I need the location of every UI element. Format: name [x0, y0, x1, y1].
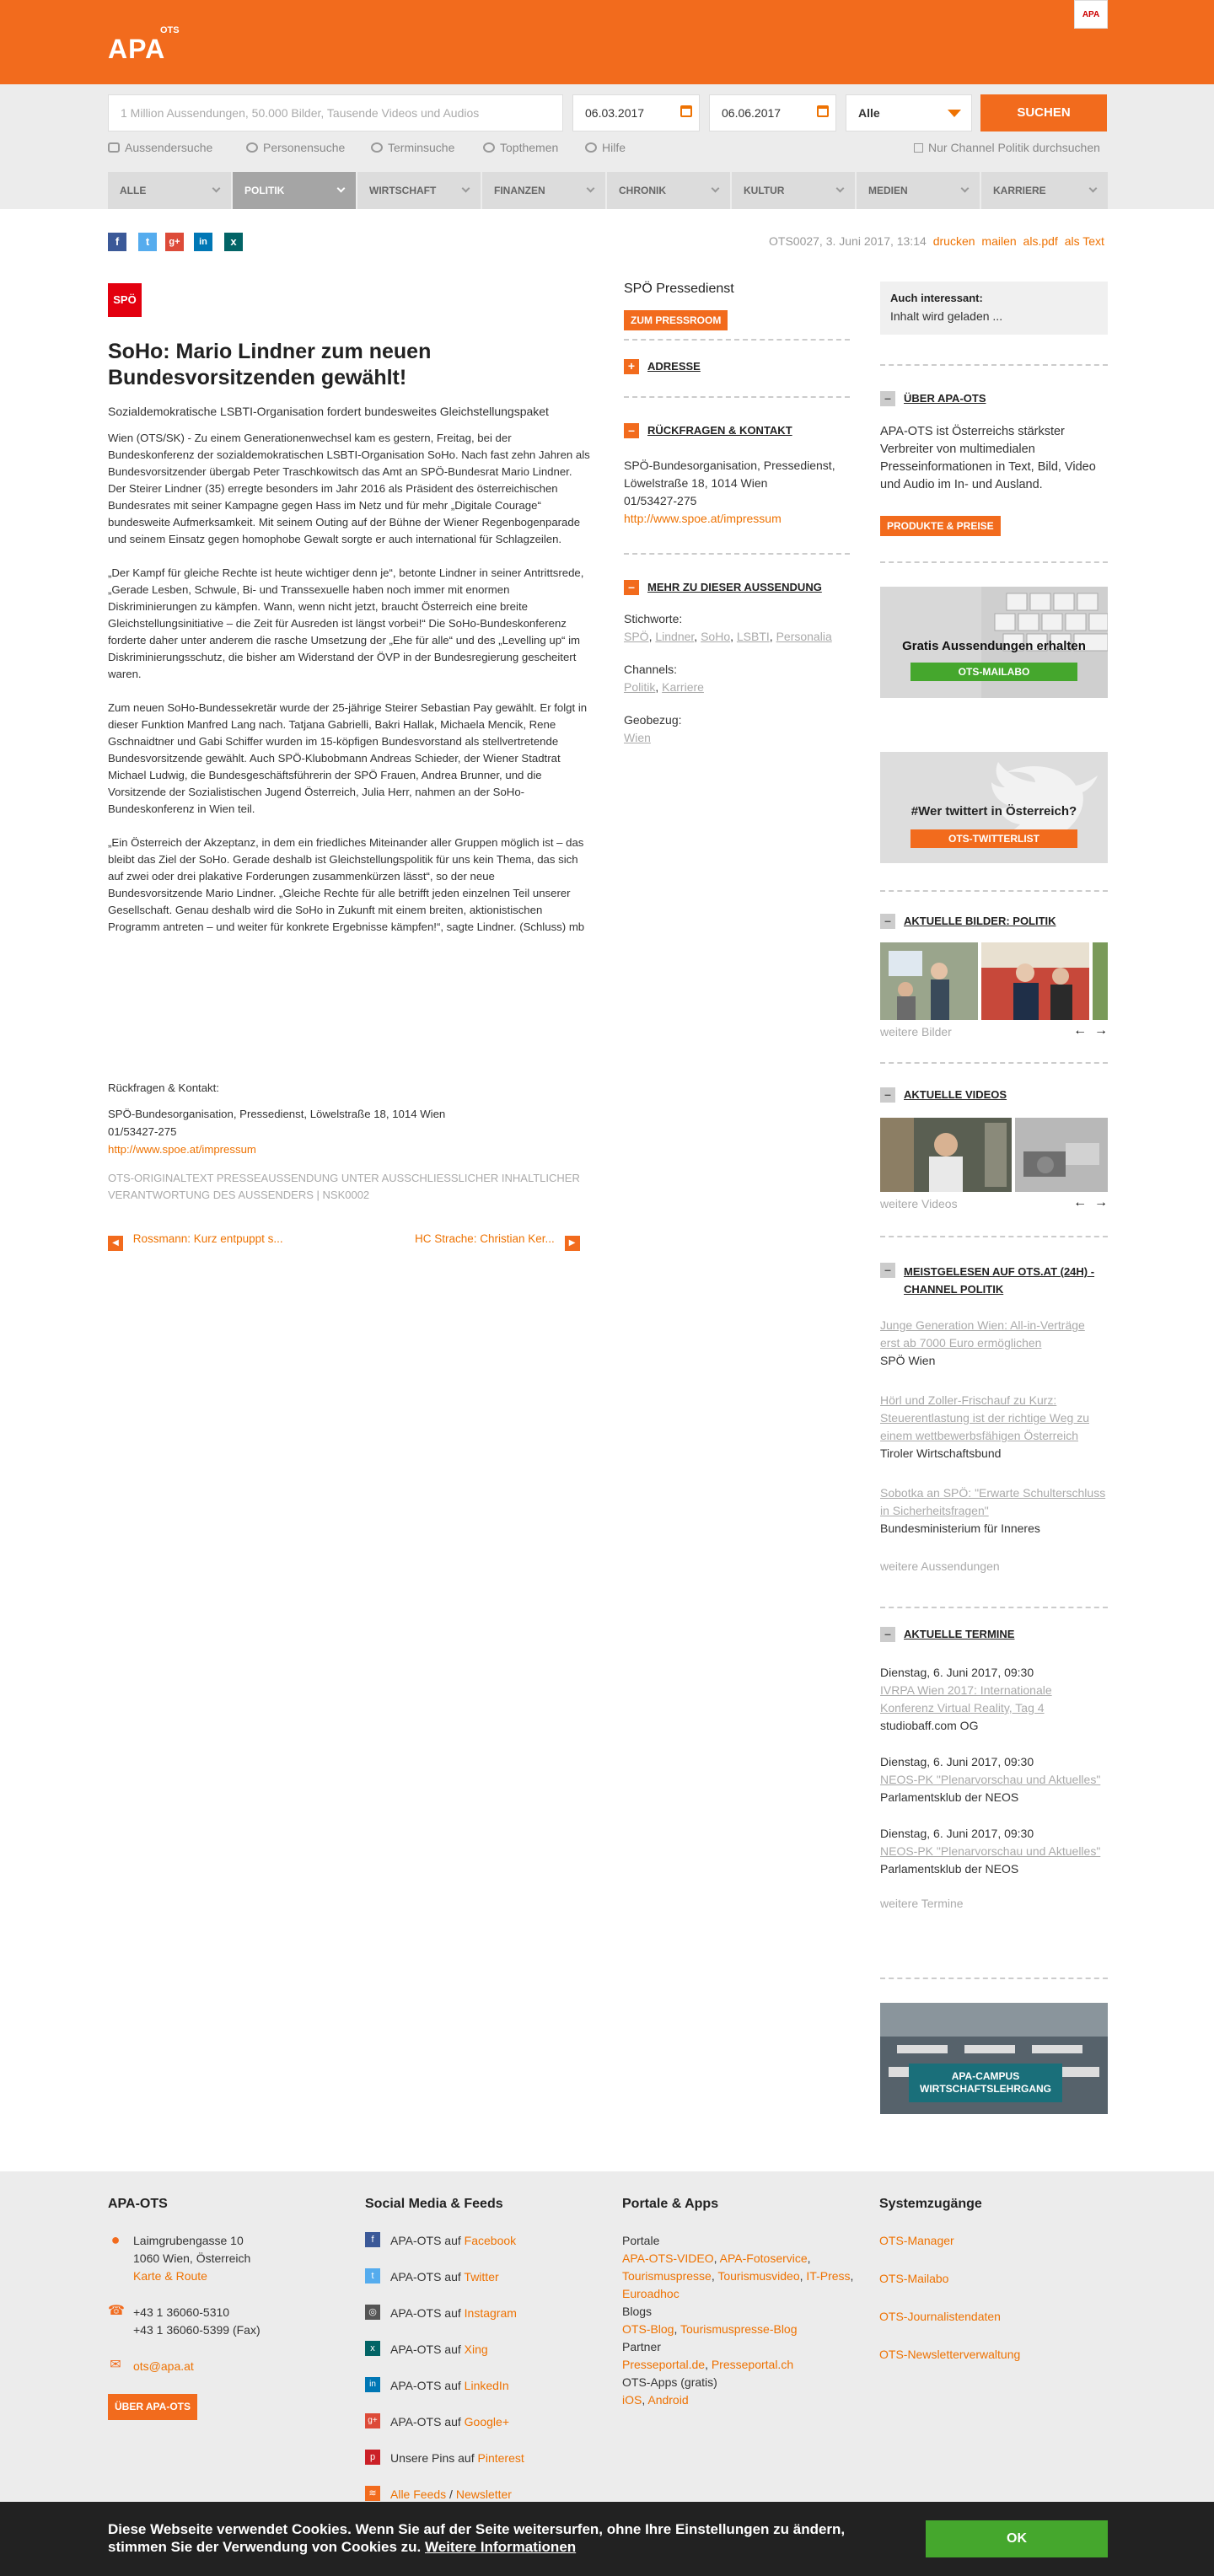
channel-only-checkbox[interactable]: Nur Channel Politik durchsuchen — [914, 141, 1100, 154]
quick-link-hilfe[interactable]: Hilfe — [585, 141, 626, 154]
videos-strip — [880, 1118, 1108, 1197]
linkedin-icon: in — [365, 2377, 380, 2392]
instagram-icon: ◎ — [365, 2305, 380, 2320]
events-list — [880, 1664, 1108, 1910]
chevron-down-icon — [961, 185, 970, 193]
videos-title: – AKTUELLE VIDEOS — [880, 1087, 1108, 1103]
geo-link[interactable]: Wien — [624, 731, 651, 744]
apa-mini-logo[interactable]: APA — [1074, 0, 1108, 29]
nav-tab-wirtschaft[interactable]: WIRTSCHAFT — [357, 172, 481, 209]
nav-tab-kultur[interactable]: KULTUR — [732, 172, 855, 209]
next-article-link[interactable]: HC Strache: Christian Ker... ▶ — [415, 1232, 580, 1251]
divider — [880, 1978, 1108, 1979]
address-toggle[interactable]: + ADRESSE — [624, 359, 850, 374]
list-item: Sobotka an SPÖ: "Erwarte Schulterschluss in Sicherheitsfragen" Bundesministerium für Inneres — [880, 1486, 1106, 1535]
twitter-promo[interactable]: #Wer twittert in Österreich? OTS-TWITTERLIST — [880, 752, 1108, 863]
chevron-down-icon — [462, 185, 470, 193]
images-strip — [880, 942, 1108, 1022]
person-icon — [246, 142, 258, 153]
info-icon — [585, 142, 597, 153]
divider — [880, 1607, 1108, 1608]
chevron-down-icon — [337, 185, 346, 193]
feeds-link[interactable]: ≋ Alle Feeds / Newsletter — [365, 2486, 601, 2504]
video-thumbnail[interactable] — [1015, 1118, 1108, 1195]
pdf-link[interactable]: als.pdf — [1023, 234, 1058, 248]
arrow-right-icon: ▶ — [565, 1236, 580, 1251]
phone-icon: ☎ — [108, 2304, 125, 2318]
twitter-icon[interactable]: t — [138, 233, 157, 251]
chevron-down-icon — [1089, 185, 1098, 193]
minus-icon[interactable]: – — [880, 1087, 895, 1103]
about-apa-ots-button[interactable]: ÜBER APA-OTS — [108, 2394, 197, 2420]
nav-tab-politik[interactable]: POLITIK — [233, 172, 356, 209]
map-link[interactable]: Karte & Route — [133, 2269, 207, 2283]
apa-ots-logo[interactable]: APA OTS — [108, 25, 180, 64]
system-link[interactable]: OTS-Journalistendaten — [879, 2310, 1001, 2323]
news-image[interactable] — [1093, 942, 1108, 1020]
nav-tab-medien[interactable]: MEDIEN — [857, 172, 980, 209]
chevron-down-icon — [712, 185, 720, 193]
system-link[interactable]: OTS-Newsletterverwaltung — [879, 2348, 1021, 2361]
social-link[interactable]: p Unsere Pins auf Pinterest — [365, 2450, 601, 2467]
plus-icon: + — [624, 359, 639, 374]
keyword-link[interactable]: Lindner — [655, 630, 695, 643]
article-title: SoHo: Mario Lindner zum neuen Bundesvorsitzenden gewählt! — [108, 340, 432, 389]
events-title: – AKTUELLE TERMINE — [880, 1627, 1108, 1642]
about-text: APA-OTS ist Österreichs stärkster Verbreiter von multimedialen Presseinformationen in Text, Bild, Video und Audio im In- und Ausland. — [880, 425, 1096, 491]
sender-name: SPÖ Pressedienst — [624, 282, 734, 296]
list-item: Hörl und Zoller-Frischauf zu Kurz: Steuerentlastung ist der richtige Weg zu einem wettbewerbsfähigen Österreich Tiroler Wirtschaftsbund — [880, 1393, 1089, 1460]
quick-link-terminsuche[interactable]: Terminsuche — [371, 141, 454, 154]
quick-link-personensuche[interactable]: Personensuche — [246, 141, 345, 154]
carousel-arrows[interactable]: ← → — [1073, 1023, 1108, 1038]
mailabo-button[interactable]: OTS-MAILABO — [910, 663, 1077, 681]
googleplus-icon[interactable]: g+ — [165, 233, 184, 251]
more-toggle[interactable]: – MEHR ZU DIESER AUSSENDUNG — [624, 580, 850, 595]
chevron-down-icon — [587, 185, 595, 193]
article-meta: OTS0027, 3. Juni 2017, 13:14 drucken mailen als.pdf als Text — [769, 234, 1104, 248]
chevron-down-icon — [948, 110, 961, 117]
truck-icon — [108, 142, 120, 153]
impressum-link[interactable]: http://www.spoe.at/impressum — [108, 1143, 256, 1156]
facebook-icon: f — [365, 2232, 380, 2247]
article-paragraph: Wien (OTS/SK) - Zu einem Generationenwechsel kam es gestern, Freitag, bei der Bundeskonferenz der sozialdemokratischen LSBTI-Organisation SoHo. Nach fast zehn Jahren als Bundesvorsitzender übergab Peter Traschkowitsch das Amt an SPÖ-Bundesrat Mario Lindner. Der Steirer Lindner (35) erregte besonders im Jahr 2016 als Präsident des österreichischen Bundesrates mit seiner Kampagne gegen Hass im Netz und für mehr „Digitale Courage“ bundesweite Aufmerksamkeit. Mit seinem Outing auf der Bühne der Wiener Regenbogenparade und seinem Einsatz gegen homophobe Gewalt sorgte er auch international für Schlagzeilen. — [108, 432, 590, 545]
cookie-ok-button[interactable]: OK — [926, 2520, 1108, 2557]
xing-icon[interactable]: x — [224, 233, 243, 251]
news-image[interactable] — [981, 942, 1089, 1020]
videos-footer — [880, 1197, 1108, 1210]
print-link[interactable]: drucken — [932, 234, 975, 248]
search-button[interactable]: SUCHEN — [980, 94, 1107, 131]
nav-tab-chronik[interactable]: CHRONIK — [607, 172, 730, 209]
minus-icon[interactable]: – — [880, 914, 895, 929]
minus-icon[interactable]: – — [880, 1263, 895, 1278]
popular-list — [880, 1317, 1108, 1573]
article-paragraph: Zum neuen SoHo-Bundessekretär wurde der 25-jährige Steirer Sebastian Pay gewählt. Er folgt in dieser Funktion Manfred Lang nach. Tatjana Gabrielli, Bakri Hallak, Michaela Mencik, Rene Gschnaidtner und Gabi Schiffer wurden im 15-köpfigen Bundesvorstand als stellvertretende Bundesvorsitzende gewählt. Auch SPÖ-Klubobmann Andreas Schieder, der Wiener Stadtrat Michael Ludwig, die Bundesgeschäftsführerin der SPÖ Frauen, Andrea Brunner, und die Vorsitzende der Sozialistischen Jugend Österreich, Julia Herr, nahmen an der SoHo-Bundeskonferenz in Wien teil. — [108, 701, 588, 815]
images-title: – AKTUELLE BILDER: POLITIK — [880, 914, 1108, 929]
divider — [880, 561, 1108, 563]
minus-icon: – — [624, 423, 639, 438]
search-bar — [0, 84, 1214, 209]
contact-toggle[interactable]: – RÜCKFRAGEN & KONTAKT — [624, 423, 850, 438]
pressroom-button[interactable]: ZUM PRESSROOM — [624, 310, 728, 330]
chevron-down-icon — [836, 185, 845, 193]
video-thumbnail[interactable] — [880, 1118, 1012, 1195]
more-events-link[interactable]: weitere Termine — [880, 1897, 964, 1910]
spo-logo: SPÖ — [108, 283, 142, 317]
divider — [880, 890, 1108, 892]
keyword-link[interactable]: LSBTI — [736, 630, 770, 643]
list-item: Dienstag, 6. Juni 2017, 09:30 NEOS-PK "Plenarvorschau und Aktuelles" Parlamentsklub der NEOS — [880, 1755, 1101, 1804]
location-icon: ● — [110, 2231, 121, 2248]
footer-col-systems: Systemzugänge OTS-Manager OTS-Mailabo OTS-Journalistendaten OTS-Newsletterverwaltung — [879, 2197, 1021, 2361]
pinterest-icon: p — [365, 2450, 380, 2465]
list-item: Dienstag, 6. Juni 2017, 09:30 NEOS-PK "Plenarvorschau und Aktuelles" Parlamentsklub der NEOS — [880, 1827, 1101, 1876]
images-footer — [880, 1025, 1108, 1038]
keyword-link[interactable]: SoHo — [701, 630, 731, 643]
social-link[interactable]: f APA-OTS auf Facebook — [365, 2232, 601, 2250]
article-contact: Rückfragen & Kontakt: SPÖ-Bundesorganisation, Pressedienst, Löwelstraße 18, 1014 Wien 01/53427-275 http://www.spoe.at/impressum OTS-ORIGINALTEXT PRESSEAUSSENDUNG UNTER AUSSCHLIESSLICHER INHALTLICHER VERANTWORTUNG DES AUSSENDERS | NSK0002 — [108, 1079, 590, 1204]
arrow-left-icon: ◀ — [108, 1236, 123, 1251]
popular-title: – MEISTGELESEN AUF OTS.AT (24H) - CHANNEL POLITIK — [880, 1263, 1108, 1298]
email-link[interactable]: ots@apa.at — [133, 2359, 194, 2373]
footer-col-apa: APA-OTS ● Laimgrubengasse 10 1060 Wien, Österreich Karte & Route ☎ +43 1 36060-5310 +43 1 36060-5399 (Fax) ✉ ots@apa.at ÜBER APA-OTS — [108, 2197, 344, 2420]
list-item: Junge Generation Wien: All-in-Verträge erst ab 7000 Euro ermöglichen SPÖ Wien — [880, 1318, 1085, 1367]
minus-icon[interactable]: – — [880, 1627, 895, 1642]
quick-link-aussendersuche[interactable]: Aussendersuche — [108, 141, 212, 154]
calendar-icon[interactable] — [817, 105, 829, 117]
produkte-preise-button[interactable]: PRODUKTE & PREISE — [880, 516, 1001, 536]
calendar-icon[interactable] — [680, 105, 692, 117]
twitterlist-button[interactable]: OTS-TWITTERLIST — [910, 829, 1077, 848]
compass-icon — [483, 142, 495, 153]
divider — [880, 1062, 1108, 1064]
text-link[interactable]: als Text — [1064, 234, 1104, 248]
article-body — [108, 430, 590, 953]
about-title: – ÜBER APA-OTS — [880, 391, 1108, 406]
minus-icon: – — [624, 580, 639, 595]
article-paragraph: „Ein Österreich der Akzeptanz, in dem ein friedliches Miteinander aller Gruppen möglich ist – das bleibt das Ziel der SoHo. Gerade deshalb ist Gleichstellungspolitik für uns kein Thema, das sich auf zwei oder drei plakative Forderungen zusammenkürzen lässt“, so der neue Bundesvorsitzende Mario Lindner. „Gleiche Rechte für alle betrifft jeden einzelnen Teil unserer Gesellschaft. Genau deshalb wird die SoHo in Zukunft mit einem breiten, aktionistischen Programm antreten – und weiter für konkrete Ergebnisse kämpfen!“, sagte Lindner. (Schluss) mb — [108, 836, 585, 933]
cookie-banner: Diese Webseite verwendet Cookies. Wenn Sie auf der Seite weitersurfen, ohne Ihre Einstellungen zu ändern, stimmen Sie der Verwendung von Cookies zu. Weitere Informationen OK — [0, 2502, 1214, 2576]
news-image[interactable] — [880, 942, 978, 1020]
keyword-link[interactable]: SPÖ — [624, 630, 649, 643]
article-lead: Sozialdemokratische LSBTI-Organisation fordert bundesweites Gleichstellungspaket — [108, 405, 549, 418]
prev-article-link[interactable]: ◀ Rossmann: Kurz entpuppt s... — [108, 1232, 283, 1251]
date-from-field[interactable]: 06.03.2017 — [572, 94, 700, 131]
cookie-info-link[interactable]: Weitere Informationen — [425, 2539, 577, 2555]
more-images-link[interactable]: weitere Bilder — [880, 1025, 952, 1038]
xing-icon: x — [365, 2341, 380, 2356]
divider — [624, 339, 850, 341]
interest-box: Auch interessant: Inhalt wird geladen ... — [880, 282, 1108, 335]
impressum-link[interactable]: http://www.spoe.at/impressum — [624, 512, 782, 525]
social-link[interactable]: ◎ APA-OTS auf Instagram — [365, 2305, 601, 2322]
facebook-icon[interactable]: f — [108, 233, 126, 251]
about-btn-wrap — [880, 516, 1108, 536]
more-details: Stichworte: SPÖ, Lindner, SoHo, LSBTI, Personalia Channels: Politik, Karriere Geobezug: Wien — [624, 612, 832, 744]
more-videos-link[interactable]: weitere Videos — [880, 1197, 958, 1210]
social-link[interactable]: t APA-OTS auf Twitter — [365, 2268, 601, 2286]
mail-link[interactable]: mailen — [981, 234, 1017, 248]
chevron-down-icon — [212, 185, 221, 193]
social-link[interactable]: g+ APA-OTS auf Google+ — [365, 2413, 601, 2431]
divider — [880, 1236, 1108, 1237]
channel-link[interactable]: Politik — [624, 680, 656, 694]
channel-link[interactable]: Karriere — [662, 680, 704, 694]
date-to-field[interactable]: 06.06.2017 — [709, 94, 836, 131]
list-item: Dienstag, 6. Juni 2017, 09:30 IVRPA Wien 2017: Internationale Konferenz Virtual Reality, Tag 4 studiobaff.com OG — [880, 1666, 1052, 1732]
footer-col-social: Social Media & Feeds f APA-OTS auf Facebook t APA-OTS auf Twitter ◎ APA-OTS auf Instagram x APA-OTS auf Xing in APA-OTS auf LinkedIn g+ APA-OTS auf Google+ p Unsere Pins auf Pinterest ≋ Alle Feeds / Newsletter — [365, 2197, 601, 2522]
filter-select[interactable]: Alle — [846, 94, 972, 131]
social-link[interactable]: x APA-OTS auf Xing — [365, 2341, 601, 2359]
site-header — [0, 0, 1214, 84]
googleplus-icon: g+ — [365, 2413, 380, 2428]
divider — [624, 396, 850, 398]
divider — [880, 364, 1108, 366]
campus-label: APA-CAMPUS WIRTSCHAFTSLEHRGANG — [909, 2063, 1062, 2102]
search-input[interactable]: 1 Million Aussendungen, 50.000 Bilder, Tausende Videos und Audios — [108, 94, 563, 131]
disclaimer: OTS-ORIGINALTEXT PRESSEAUSSENDUNG UNTER AUSSCHLIESSLICHER INHALTLICHER VERANTWORTUNG DES AUSSENDERS | NSK0002 — [108, 1172, 580, 1201]
campus-promo[interactable] — [880, 2003, 1108, 2114]
mailabo-promo[interactable]: Gratis Aussendungen erhalten OTS-MAILABO — [880, 587, 1108, 698]
carousel-arrows[interactable]: ← → — [1073, 1195, 1108, 1210]
quick-link-topthemen[interactable]: Topthemen — [483, 141, 558, 154]
rss-icon: ≋ — [365, 2486, 380, 2501]
divider — [624, 553, 850, 555]
minus-icon[interactable]: – — [880, 391, 895, 406]
twitter-icon: t — [365, 2268, 380, 2284]
clock-icon — [371, 142, 383, 153]
article-paragraph: „Der Kampf für gleiche Rechte ist heute wichtiger denn je“, betonte Lindner in seiner Antrittsrede, „Gerade Lesben, Schwule, Bi- und Transsexuelle haben noch immer mit enormen Diskriminierungen zu kämpfen. Wann, wenn nicht jetzt, braucht Österreich eine breite Gleichstellungsinitiative – die Zeit für Ausreden ist längst vorbei!“ Die SoHo-Bundeskonferenz forderte daher unter anderem die rasche Umsetzung der „Ehe für alle“ und des „Levelling up“ im Diskriminierungsschutz, die bisher am Widerstand der ÖVP in der Bundesregierung gescheitert waren. — [108, 566, 584, 680]
keyword-link[interactable]: Personalia — [776, 630, 832, 643]
nav-tab-finanzen[interactable]: FINANZEN — [482, 172, 605, 209]
more-releases-link[interactable]: weitere Aussendungen — [880, 1559, 1000, 1573]
footer-col-portals: Portale & Apps Portale APA-OTS-VIDEO, APA-Fotoservice, Tourismuspresse, Tourismusvideo, IT-Press, Euroadhoc Blogs OTS-Blog, Tourismuspresse-Blog Partner Presseportal.de, Presseportal.ch OTS-Apps (gratis) iOS, Android — [622, 2197, 854, 2407]
mail-icon: ✉ — [110, 2358, 121, 2372]
sender-box — [624, 282, 850, 330]
nav-tab-alle[interactable]: ALLE — [108, 172, 231, 209]
social-link[interactable]: in APA-OTS auf LinkedIn — [365, 2377, 601, 2395]
system-link[interactable]: OTS-Manager — [879, 2234, 954, 2247]
nav-tab-karriere[interactable]: KARRIERE — [981, 172, 1108, 209]
linkedin-icon[interactable]: in — [194, 233, 212, 251]
sender-contact: SPÖ-Bundesorganisation, Pressedienst, Löwelstraße 18, 1014 Wien 01/53427-275 http://www.spoe.at/impressum — [624, 459, 835, 525]
system-link[interactable]: OTS-Mailabo — [879, 2272, 949, 2285]
